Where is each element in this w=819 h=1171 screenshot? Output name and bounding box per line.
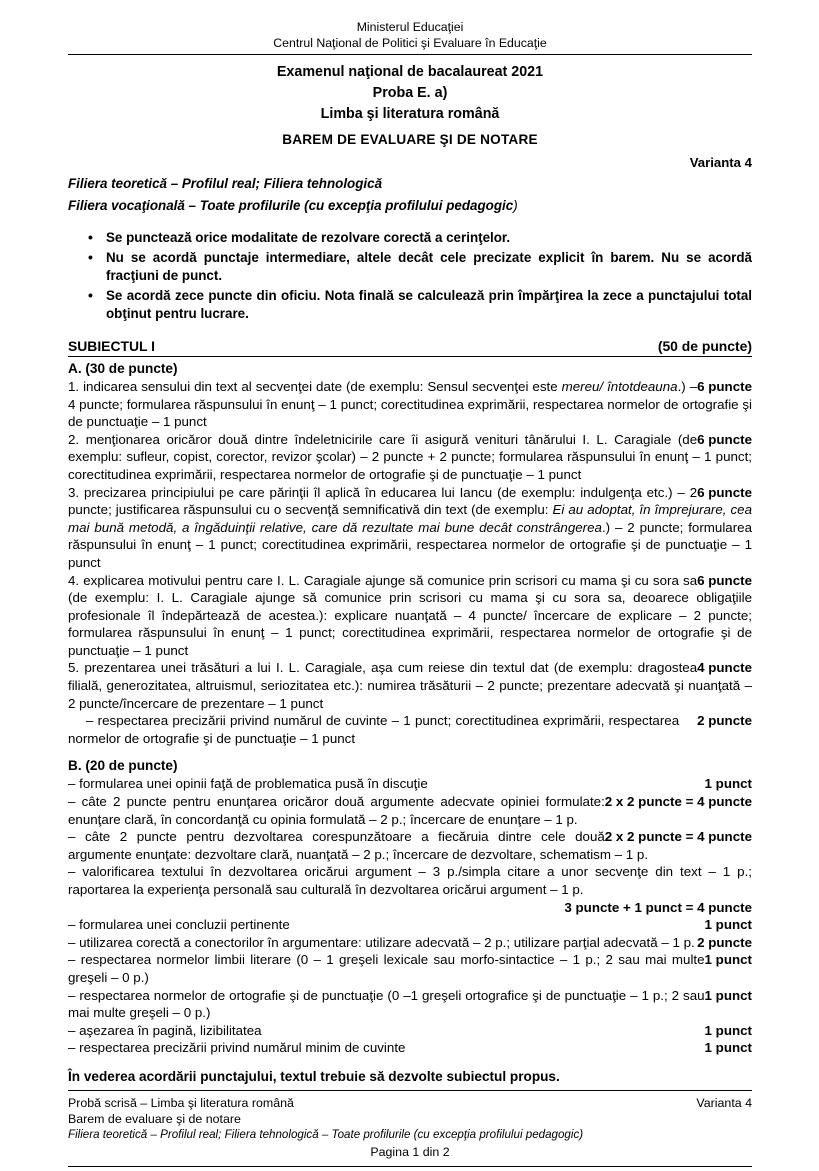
part-b-item-text: – respectarea precizării privind numărul minim de cuvinte — [68, 1040, 406, 1056]
part-b-item-text: – utilizarea corectă a conectorilor în argumentare: utilizare adecvată – 2 p.; utilizare parţial adecvată – 1 p. — [68, 934, 695, 950]
part-b-item — [68, 793, 752, 828]
part-a-item-6-text: – respectarea precizării privind numărul de cuvinte – 1 punct; corectitudinea exprimării, respectarea normelor de ortografie şi de punctuaţie – 1 punct — [68, 713, 680, 746]
part-b-item — [68, 1022, 752, 1040]
part-a-item-2-points: 6 puncte — [697, 431, 752, 447]
part-a-item-5-text: 5. prezentarea unei trăsături a lui I. L. Caragiale, aşa cum reiese din textul dat (de exemplu: dragostea filială, generozitatea, altruismul, seriozitatea etc.): numirea trăsăturii – 2 puncte; prezentare adecvată şi nuanţată – 2 puncte/încercare de prezentare – 1 punct — [68, 660, 752, 711]
footer-filiera: Filiera teoretică – Profilul real; Filiera tehnologică – Toate profilurile (cu excepţia profilului pedagogic) — [68, 1128, 584, 1141]
exam-title: Examenul naţional de bacalaureat 2021 — [276, 64, 544, 80]
ministry-line-2: Centrul Naţional de Politici şi Evaluare în Educaţie — [273, 35, 547, 50]
page-footer — [68, 1090, 752, 1167]
varianta-top: Varianta 4 — [689, 155, 752, 170]
rule-item: • Nu se acordă punctaje intermediare, altele decât cele precizate explicit în barem. Nu se acordă fracţiuni de punct. — [68, 249, 752, 286]
part-a-item-1-points: 6 puncte — [697, 378, 752, 394]
part-b-item-points: 1 punct — [704, 1022, 752, 1038]
filiera-line-2-close: ) — [513, 198, 518, 213]
rule-item: • Se punctează orice modalitate de rezolvare corectă a cerinţelor. — [68, 229, 752, 248]
part-b-item — [68, 987, 752, 1022]
part-b-item-text: – formularea unei opinii faţă de problematica pusă în discuţie — [68, 776, 428, 792]
part-a-item-1-example: mereu/ întotdeauna — [561, 378, 678, 394]
part-b-item-points: 2 x 2 puncte = 4 puncte — [604, 829, 752, 845]
page-content — [68, 0, 752, 1086]
part-b-item-text: – câte 2 puncte pentru enunţarea oricăror două argumente adecvate opiniei formulate: enunţare clară, în concordanţă cu opinia formulată – 2 p.; încercare de enunţare – 1 p. — [68, 794, 605, 827]
subiect-label: SUBIECTUL I — [68, 337, 155, 354]
part-b-item — [68, 951, 752, 986]
part-b-item — [68, 775, 752, 793]
part-a-item-1-text-1: 1. indicarea sensului din text al secvenţei date (de exemplu: Sensul secvenţei este — [68, 378, 562, 394]
part-b-item-text: – valorificarea textului în dezvoltarea oricărui argument – 3 p./simpla citare a unor secvenţe din text – 1 p.; raportarea la experienţa personală sau culturală în dezvoltarea oricărui argument – 1 p. — [68, 864, 752, 897]
title-block — [68, 62, 752, 150]
part-a-item-3-quote: Ei au adoptat, în împrejurare, cea mai bună metodă, a îngăduinţii relative, care dă rezultate mai bune decât constrângerea — [68, 502, 752, 535]
part-a-item-5-points: 4 puncte — [697, 660, 752, 676]
part-a-item-4 — [68, 572, 752, 660]
part-b-item-points: 1 punct — [704, 917, 752, 933]
part-b-heading: B. (20 de puncte) — [68, 758, 178, 774]
part-b-item-text: – formularea unei concluzii pertinente — [68, 917, 290, 933]
grading-rules-list — [68, 229, 752, 324]
part-b-item-points: 1 punct — [704, 952, 752, 968]
part-b-item — [68, 863, 752, 898]
part-a-item-3-text-1: 3. precizarea principiului pe care părinţii îl aplică în educarea lui Iancu (de exemplu: indulgenţa etc.) – 2 puncte; justificarea răspunsului cu o secvenţă semnificativă din text (de exemplu: — [68, 484, 698, 518]
part-a-item-2 — [68, 431, 752, 484]
part-a-item-6-points: 2 puncte — [697, 713, 752, 729]
subiect-points: (50 de puncte) — [657, 337, 752, 354]
part-a-item-4-text: 4. explicarea motivului pentru care I. L. Caragiale ajunge să comunice prin scrisori cu mama şi cu sora sa (de exemplu: I. L. Caragiale ajunge să comunice prin scrisori cu mama şi cu sora sa, deoarece obligaţiile profesionale îl îndepărtează de acestea.): explicare nuanţată – 4 puncte/ încercare de explicare – 2 puncte; formularea răspunsului în enunţ – 1 punct; corectitudinea exprimării, respectarea normelor de ortografie şi de punctuaţie – 1 punct — [68, 572, 752, 658]
footer-page-number: Pagina 1 din 2 — [370, 1145, 450, 1159]
footer-row-1 — [68, 1095, 752, 1111]
part-a-item-3-points: 6 puncte — [697, 484, 752, 500]
part-b-item-text: – respectarea normelor de ortografie şi de punctuaţie (0 –1 greşeli ortografice şi de punctuaţie – 1 p.; 2 sau mai multe greşeli – 0 p.) — [68, 987, 705, 1021]
part-b-item-points: 1 punct — [704, 987, 752, 1003]
part-a-item-3 — [68, 484, 752, 572]
final-note: În vederea acordării punctajului, textul trebuie să dezvolte subiectul propus. — [68, 1068, 560, 1084]
part-b-item — [68, 1039, 752, 1057]
part-b-item-points: 1 punct — [704, 1040, 752, 1056]
part-a-item-3-text-2: .) – 2 puncte; formularea răspunsului în enunţ – 1 punct; corectitudinea exprimării, respectarea normelor de ortografie şi de punctuaţie – 1 punct — [68, 519, 753, 570]
part-b-item-points: 1 punct — [704, 776, 752, 792]
part-b-item-points: 2 x 2 puncte = 4 puncte — [604, 794, 752, 810]
proba-title: Proba E. a) — [372, 85, 448, 101]
filiera-line-2 — [68, 196, 752, 215]
part-b-item-text: – respectarea normelor limbii literare (0 – 1 greşeli lexicale sau morfo-sintactice – 1 p.; 2 sau mai multe greşeli – 0 p.) — [68, 952, 705, 985]
part-b-item — [68, 916, 752, 934]
part-b-item — [68, 828, 752, 863]
barem-title: BAREM DE EVALUARE ŞI DE NOTARE — [282, 132, 538, 147]
header-divider — [68, 54, 752, 55]
filiera-line-1: Filiera teoretică – Profilul real; Filiera tehnologică — [68, 176, 383, 191]
part-b-item-points: 3 puncte + 1 punct = 4 puncte — [564, 899, 752, 915]
part-b-item — [68, 934, 752, 952]
part-a-item-1-text-2: .) – 4 puncte; formularea răspunsului în enunţ – 1 punct; corectitudinea exprimării, respectarea normelor de ortografie şi de punctuaţie – 1 punct — [68, 378, 752, 430]
filiera-line-2-text: Filiera vocaţională – Toate profilurile (cu excepţia profilului pedagogic — [68, 198, 514, 213]
part-a-item-5 — [68, 659, 752, 712]
part-a-item-4-points: 6 puncte — [697, 572, 752, 588]
part-a-heading: A. (30 de puncte) — [68, 360, 178, 376]
subject-title: Limba şi literatura română — [320, 106, 500, 122]
footer-bottom-divider — [68, 1166, 752, 1167]
footer-exam-label: Probă scrisă – Limba şi literatura română — [68, 1096, 294, 1110]
part-b-item-text: – câte 2 puncte pentru dezvoltarea corespunzătoare a fiecăruia dintre cele două argumente enunţate: dezvoltare clară, nuanţată – 2 p.; încercare de dezvoltare, schematism – 1 p. — [68, 829, 649, 862]
part-b-item-text: – aşezarea în pagină, lizibilitatea — [68, 1022, 262, 1038]
ministry-line-1: Ministerul Educaţiei — [356, 20, 464, 34]
part-a-item-6 — [68, 712, 752, 747]
part-a-item-1 — [68, 378, 752, 431]
footer-varianta: Varianta 4 — [696, 1096, 752, 1110]
ministry-header — [68, 0, 752, 51]
rule-item: • Se acordă zece puncte din oficiu. Nota finală se calculează prin împărţirea la zece a punctajului total obţinut pentru lucrare. — [68, 287, 752, 324]
part-a-item-2-text: 2. menţionarea oricăror două dintre îndeletnicirile care îi asigură venituri tânărului I. L. Caragiale (de exemplu: sufleur, copist, corector, revizor şcolar) – 2 puncte + 2 puncte; formularea răspunsului în enunţ – 1 punct; corectitudinea exprimării, respectarea normelor de ortografie şi de punctuaţie – 1 punct — [68, 431, 752, 482]
subiect-heading — [68, 337, 752, 357]
footer-top-divider — [68, 1090, 752, 1091]
part-b-item-points: 2 puncte — [697, 934, 752, 950]
footer-barem-label: Barem de evaluare şi de notare — [68, 1112, 241, 1126]
